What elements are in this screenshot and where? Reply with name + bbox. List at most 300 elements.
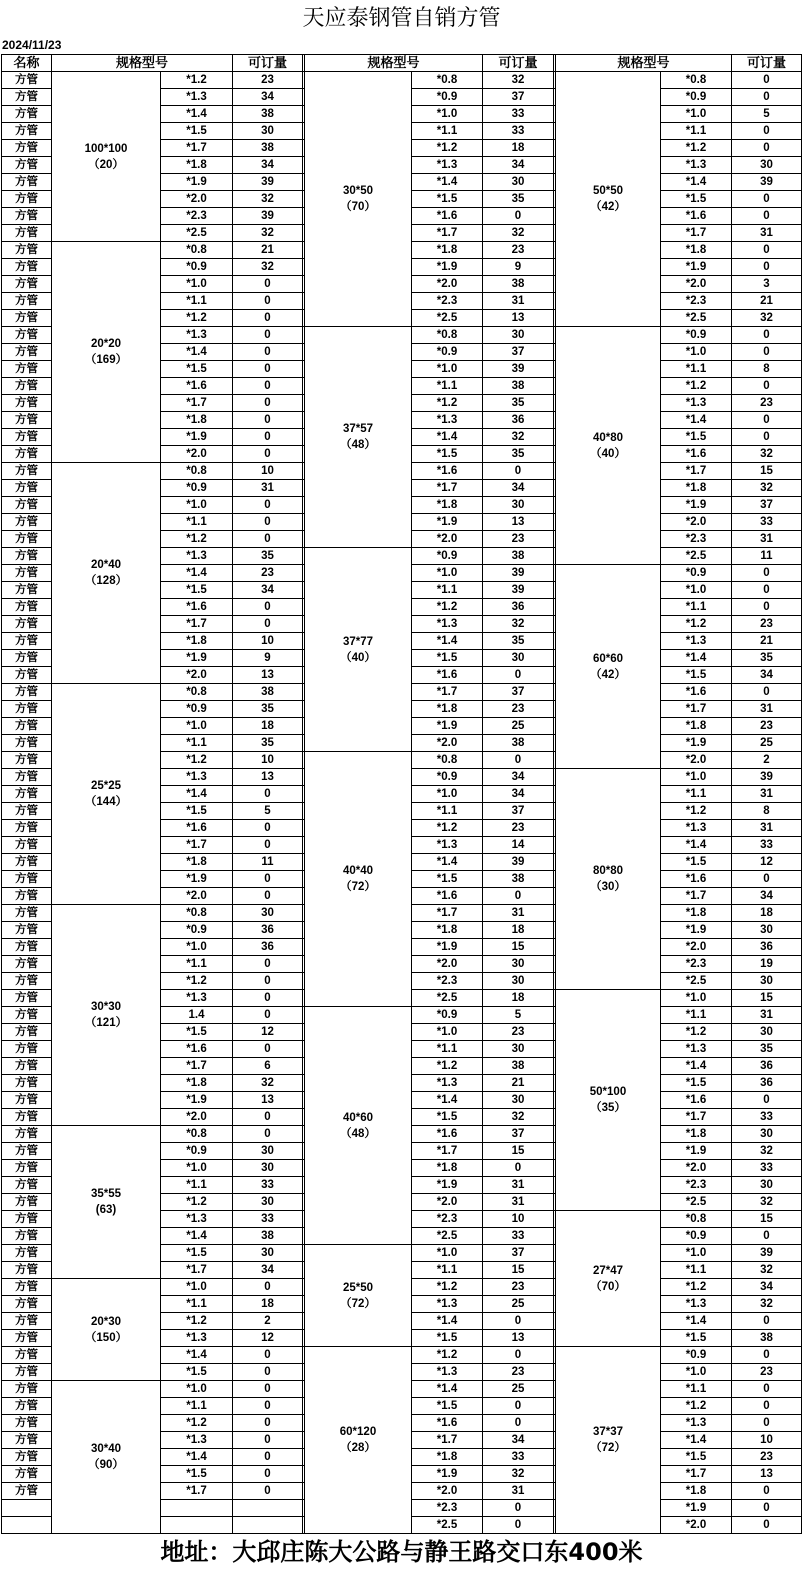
thickness-cell: *0.8 bbox=[412, 752, 483, 769]
column-gap bbox=[554, 191, 556, 208]
thickness-cell: *1.2 bbox=[412, 1347, 483, 1364]
column-gap bbox=[303, 140, 305, 157]
quantity-cell: 30 bbox=[233, 1194, 303, 1211]
thickness-cell: *1.4 bbox=[161, 1228, 233, 1245]
item-name-cell: 方管 bbox=[2, 1364, 52, 1381]
item-name-cell: 方管 bbox=[2, 1432, 52, 1449]
column-gap bbox=[554, 1262, 556, 1279]
column-gap bbox=[303, 106, 305, 123]
thickness-cell: *1.6 bbox=[412, 888, 483, 905]
quantity-cell: 0 bbox=[233, 276, 303, 293]
column-gap bbox=[554, 344, 556, 361]
spec-cell bbox=[52, 242, 161, 463]
quantity-cell: 33 bbox=[233, 1177, 303, 1194]
quantity-cell: 11 bbox=[233, 854, 303, 871]
thickness-cell: *2.0 bbox=[661, 514, 732, 531]
quantity-cell: 0 bbox=[233, 1041, 303, 1058]
spec-cell bbox=[556, 565, 661, 769]
spec-count: （144） bbox=[84, 796, 128, 808]
thickness-cell: *1.1 bbox=[661, 123, 732, 140]
quantity-cell: 0 bbox=[233, 1432, 303, 1449]
thickness-cell: *0.8 bbox=[412, 72, 483, 89]
column-gap bbox=[554, 1007, 556, 1024]
thickness-cell: *1.8 bbox=[412, 497, 483, 514]
thickness-cell: *1.1 bbox=[161, 1177, 233, 1194]
thickness-cell: *1.7 bbox=[661, 888, 732, 905]
quantity-cell: 36 bbox=[732, 1058, 802, 1075]
thickness-cell: *0.9 bbox=[161, 922, 233, 939]
quantity-cell: 34 bbox=[483, 480, 554, 497]
quantity-cell: 34 bbox=[483, 769, 554, 786]
quantity-cell: 0 bbox=[233, 429, 303, 446]
column-gap bbox=[303, 1466, 305, 1483]
spec-count: （40） bbox=[590, 447, 626, 460]
thickness-cell: *1.9 bbox=[661, 1500, 732, 1517]
quantity-cell: 0 bbox=[483, 1517, 554, 1534]
spec-size: 25*25 bbox=[90, 780, 122, 792]
thickness-cell: *1.5 bbox=[161, 1245, 233, 1262]
thickness-cell: *1.6 bbox=[661, 446, 732, 463]
report-date: 2024/11/23 bbox=[2, 38, 62, 52]
thickness-cell: *1.4 bbox=[161, 344, 233, 361]
item-name-cell: 方管 bbox=[2, 820, 52, 837]
column-gap bbox=[303, 344, 305, 361]
spec-count: （70） bbox=[590, 1280, 626, 1293]
quantity-cell: 31 bbox=[483, 1194, 554, 1211]
column-gap bbox=[303, 922, 305, 939]
quantity-cell: 10 bbox=[233, 752, 303, 769]
thickness-cell: *1.3 bbox=[161, 1211, 233, 1228]
thickness-cell: *1.7 bbox=[661, 463, 732, 480]
item-name-cell: 方管 bbox=[2, 1245, 52, 1262]
column-gap bbox=[303, 1500, 305, 1517]
quantity-cell: 37 bbox=[483, 684, 554, 701]
quantity-cell: 32 bbox=[483, 1109, 554, 1126]
quantity-cell: 35 bbox=[483, 633, 554, 650]
item-name-cell: 方管 bbox=[2, 1058, 52, 1075]
quantity-cell: 30 bbox=[233, 1160, 303, 1177]
thickness-cell: *1.3 bbox=[661, 157, 732, 174]
column-gap bbox=[554, 1330, 556, 1347]
quantity-cell: 37 bbox=[483, 89, 554, 106]
thickness-cell: *0.9 bbox=[412, 89, 483, 106]
quantity-cell: 23 bbox=[732, 1364, 802, 1381]
thickness-cell: *1.1 bbox=[661, 1262, 732, 1279]
thickness-cell: *1.3 bbox=[412, 412, 483, 429]
quantity-cell: 35 bbox=[233, 701, 303, 718]
quantity-cell: 0 bbox=[732, 871, 802, 888]
column-gap bbox=[554, 1143, 556, 1160]
item-name-cell: 方管 bbox=[2, 956, 52, 973]
quantity-cell: 15 bbox=[732, 463, 802, 480]
quantity-cell: 35 bbox=[732, 650, 802, 667]
quantity-cell: 0 bbox=[483, 463, 554, 480]
column-gap bbox=[554, 1483, 556, 1500]
quantity-cell: 0 bbox=[233, 310, 303, 327]
thickness-cell: *1.7 bbox=[161, 1058, 233, 1075]
quantity-cell: 23 bbox=[732, 718, 802, 735]
item-name-cell: 方管 bbox=[2, 463, 52, 480]
thickness-cell: *1.8 bbox=[661, 242, 732, 259]
column-gap bbox=[303, 1449, 305, 1466]
quantity-cell: 13 bbox=[233, 667, 303, 684]
quantity-cell: 0 bbox=[732, 684, 802, 701]
column-gap bbox=[554, 633, 556, 650]
item-name-cell: 方管 bbox=[2, 1262, 52, 1279]
quantity-cell: 0 bbox=[483, 1415, 554, 1432]
spec-size: 37*57 bbox=[342, 423, 374, 435]
spec-cell bbox=[52, 72, 161, 242]
column-gap bbox=[554, 429, 556, 446]
thickness-cell: *1.6 bbox=[161, 820, 233, 837]
column-gap bbox=[303, 1177, 305, 1194]
thickness-cell: *0.8 bbox=[161, 463, 233, 480]
spec-size: 25*50 bbox=[342, 1281, 374, 1294]
thickness-cell: *1.3 bbox=[161, 1330, 233, 1347]
quantity-cell: 0 bbox=[732, 140, 802, 157]
col-header-spec: 规格型号 bbox=[556, 55, 732, 72]
col-header-name: 名称 bbox=[2, 55, 52, 72]
thickness-cell: *1.1 bbox=[412, 803, 483, 820]
spec-cell bbox=[305, 1347, 412, 1534]
quantity-cell: 31 bbox=[483, 905, 554, 922]
column-gap bbox=[303, 667, 305, 684]
column-gap bbox=[554, 497, 556, 514]
item-name-cell: 方管 bbox=[2, 922, 52, 939]
quantity-cell: 19 bbox=[732, 956, 802, 973]
thickness-cell: *0.9 bbox=[661, 327, 732, 344]
quantity-cell: 38 bbox=[483, 548, 554, 565]
thickness-cell: *1.9 bbox=[661, 922, 732, 939]
quantity-cell: 31 bbox=[483, 1483, 554, 1500]
thickness-cell: *2.5 bbox=[661, 1194, 732, 1211]
quantity-cell: 0 bbox=[233, 412, 303, 429]
item-name-cell: 方管 bbox=[2, 1109, 52, 1126]
thickness-cell: *1.4 bbox=[412, 429, 483, 446]
thickness-cell: *1.0 bbox=[661, 1364, 732, 1381]
quantity-cell: 0 bbox=[233, 1466, 303, 1483]
column-gap bbox=[554, 1041, 556, 1058]
spec-size: 100*100 bbox=[84, 142, 128, 155]
thickness-cell: *1.7 bbox=[161, 1483, 233, 1500]
column-gap bbox=[303, 1143, 305, 1160]
item-name-cell: 方管 bbox=[2, 1313, 52, 1330]
quantity-cell: 8 bbox=[732, 803, 802, 820]
item-name-cell: 方管 bbox=[2, 939, 52, 956]
thickness-cell: *1.8 bbox=[412, 922, 483, 939]
thickness-cell: *1.9 bbox=[412, 1177, 483, 1194]
thickness-cell: *0.9 bbox=[412, 344, 483, 361]
thickness-cell: *1.3 bbox=[412, 1364, 483, 1381]
quantity-cell: 18 bbox=[233, 1296, 303, 1313]
quantity-cell: 37 bbox=[483, 1126, 554, 1143]
column-gap bbox=[303, 973, 305, 990]
quantity-cell: 30 bbox=[233, 123, 303, 140]
item-name-cell: 方管 bbox=[2, 225, 52, 242]
spec-size: 27*47 bbox=[592, 1264, 624, 1277]
column-gap bbox=[303, 1432, 305, 1449]
column-gap bbox=[303, 89, 305, 106]
quantity-cell: 13 bbox=[732, 1466, 802, 1483]
item-name-cell: 方管 bbox=[2, 480, 52, 497]
quantity-cell: 33 bbox=[233, 1211, 303, 1228]
thickness-cell: *1.0 bbox=[412, 1245, 483, 1262]
thickness-cell: *1.1 bbox=[161, 1398, 233, 1415]
quantity-cell: 18 bbox=[483, 922, 554, 939]
column-gap bbox=[554, 140, 556, 157]
quantity-cell: 5 bbox=[483, 1007, 554, 1024]
item-name-cell: 方管 bbox=[2, 293, 52, 310]
quantity-cell: 0 bbox=[483, 1313, 554, 1330]
quantity-cell: 23 bbox=[483, 1364, 554, 1381]
column-gap bbox=[554, 1517, 556, 1534]
col-header-qty: 可订量 bbox=[732, 55, 802, 72]
thickness-cell: *2.5 bbox=[661, 310, 732, 327]
thickness-cell: *1.5 bbox=[661, 854, 732, 871]
quantity-cell: 33 bbox=[483, 106, 554, 123]
quantity-cell: 32 bbox=[732, 1143, 802, 1160]
thickness-cell: *2.0 bbox=[661, 752, 732, 769]
column-gap bbox=[303, 1058, 305, 1075]
thickness-cell: *1.8 bbox=[661, 480, 732, 497]
item-name-cell: 方管 bbox=[2, 854, 52, 871]
column-gap bbox=[554, 922, 556, 939]
quantity-cell: 34 bbox=[233, 582, 303, 599]
quantity-cell: 0 bbox=[233, 531, 303, 548]
column-gap bbox=[554, 582, 556, 599]
item-name-cell: 方管 bbox=[2, 174, 52, 191]
spec-count: （28） bbox=[340, 1442, 376, 1454]
thickness-cell: *2.3 bbox=[412, 293, 483, 310]
spec-size: 37*77 bbox=[342, 635, 374, 648]
spec-cell bbox=[52, 1381, 161, 1534]
quantity-cell: 0 bbox=[233, 1449, 303, 1466]
quantity-cell: 30 bbox=[732, 973, 802, 990]
thickness-cell: *1.0 bbox=[412, 361, 483, 378]
column-gap bbox=[303, 1075, 305, 1092]
quantity-cell: 31 bbox=[483, 1177, 554, 1194]
item-name-cell: 方管 bbox=[2, 106, 52, 123]
column-gap bbox=[554, 905, 556, 922]
thickness-cell: *2.3 bbox=[661, 531, 732, 548]
col-header-spec: 规格型号 bbox=[305, 55, 483, 72]
thickness-cell: *1.7 bbox=[412, 1432, 483, 1449]
thickness-cell: *1.0 bbox=[161, 718, 233, 735]
thickness-cell: *1.9 bbox=[412, 1466, 483, 1483]
quantity-cell: 0 bbox=[233, 1347, 303, 1364]
spec-cell bbox=[556, 990, 661, 1211]
thickness-cell: *0.9 bbox=[161, 480, 233, 497]
thickness-cell: *1.6 bbox=[412, 667, 483, 684]
column-gap bbox=[303, 276, 305, 293]
quantity-cell: 21 bbox=[233, 242, 303, 259]
thickness-cell: *1.1 bbox=[661, 361, 732, 378]
item-name-cell: 方管 bbox=[2, 582, 52, 599]
thickness-cell: *1.6 bbox=[661, 1092, 732, 1109]
thickness-cell: *1.5 bbox=[661, 667, 732, 684]
quantity-cell: 0 bbox=[233, 1483, 303, 1500]
thickness-cell: *1.7 bbox=[661, 225, 732, 242]
thickness-cell: *1.0 bbox=[161, 1279, 233, 1296]
quantity-cell: 0 bbox=[732, 259, 802, 276]
thickness-cell: *0.9 bbox=[661, 1347, 732, 1364]
quantity-cell: 9 bbox=[233, 650, 303, 667]
quantity-cell: 13 bbox=[483, 1330, 554, 1347]
column-gap bbox=[303, 1092, 305, 1109]
thickness-cell: *1.3 bbox=[661, 395, 732, 412]
column-gap bbox=[554, 480, 556, 497]
quantity-cell: 0 bbox=[233, 837, 303, 854]
item-name-cell: 方管 bbox=[2, 667, 52, 684]
quantity-cell: 38 bbox=[483, 871, 554, 888]
thickness-cell: *1.1 bbox=[161, 735, 233, 752]
column-gap bbox=[554, 106, 556, 123]
table-row bbox=[2, 72, 802, 89]
column-gap bbox=[554, 1398, 556, 1415]
quantity-cell: 0 bbox=[483, 752, 554, 769]
spec-size: 60*60 bbox=[592, 652, 624, 665]
thickness-cell: *1.5 bbox=[661, 191, 732, 208]
quantity-cell: 0 bbox=[233, 1398, 303, 1415]
spec-count: （35） bbox=[590, 1102, 626, 1114]
thickness-cell: *0.9 bbox=[661, 1228, 732, 1245]
quantity-cell: 32 bbox=[483, 1466, 554, 1483]
item-name-cell: 方管 bbox=[2, 378, 52, 395]
quantity-cell: 30 bbox=[483, 973, 554, 990]
quantity-cell: 0 bbox=[233, 1364, 303, 1381]
quantity-cell: 34 bbox=[732, 667, 802, 684]
quantity-cell: 31 bbox=[732, 820, 802, 837]
quantity-cell: 35 bbox=[233, 735, 303, 752]
column-gap bbox=[303, 1024, 305, 1041]
quantity-cell: 25 bbox=[732, 735, 802, 752]
column-gap bbox=[554, 1449, 556, 1466]
quantity-cell: 15 bbox=[483, 1143, 554, 1160]
quantity-cell: 11 bbox=[732, 548, 802, 565]
quantity-cell: 37 bbox=[483, 1245, 554, 1262]
item-name-cell: 方管 bbox=[2, 888, 52, 905]
spec-cell bbox=[305, 548, 412, 752]
quantity-cell: 0 bbox=[233, 616, 303, 633]
thickness-cell: *1.0 bbox=[412, 565, 483, 582]
quantity-cell: 0 bbox=[732, 123, 802, 140]
quantity-cell: 36 bbox=[483, 599, 554, 616]
item-name-cell: 方管 bbox=[2, 157, 52, 174]
thickness-cell: *2.0 bbox=[661, 939, 732, 956]
quantity-cell: 36 bbox=[732, 939, 802, 956]
quantity-cell: 0 bbox=[483, 1347, 554, 1364]
spec-cell bbox=[52, 1279, 161, 1381]
item-name-cell: 方管 bbox=[2, 718, 52, 735]
col-header-qty: 可订量 bbox=[483, 55, 554, 72]
thickness-cell: *1.8 bbox=[161, 854, 233, 871]
item-name-cell: 方管 bbox=[2, 803, 52, 820]
column-gap bbox=[554, 463, 556, 480]
quantity-cell: 32 bbox=[732, 1296, 802, 1313]
quantity-cell: 0 bbox=[732, 1398, 802, 1415]
item-name-cell: 方管 bbox=[2, 1194, 52, 1211]
column-gap bbox=[303, 1160, 305, 1177]
quantity-cell: 30 bbox=[732, 1126, 802, 1143]
quantity-cell: 38 bbox=[233, 140, 303, 157]
item-name-cell: 方管 bbox=[2, 548, 52, 565]
thickness-cell: *0.8 bbox=[161, 905, 233, 922]
column-gap bbox=[554, 616, 556, 633]
thickness-cell: *1.0 bbox=[412, 106, 483, 123]
thickness-cell: *0.8 bbox=[661, 1211, 732, 1228]
column-gap bbox=[554, 1092, 556, 1109]
thickness-cell: *2.0 bbox=[161, 1109, 233, 1126]
thickness-cell: *1.4 bbox=[412, 174, 483, 191]
thickness-cell: *0.8 bbox=[661, 72, 732, 89]
quantity-cell: 0 bbox=[233, 344, 303, 361]
thickness-cell: *1.4 bbox=[661, 1058, 732, 1075]
quantity-cell: 32 bbox=[732, 480, 802, 497]
quantity-cell: 38 bbox=[233, 106, 303, 123]
thickness-cell: *1.3 bbox=[161, 89, 233, 106]
item-name-cell: 方管 bbox=[2, 1483, 52, 1500]
quantity-cell: 6 bbox=[233, 1058, 303, 1075]
thickness-cell: *1.2 bbox=[412, 140, 483, 157]
column-gap bbox=[303, 735, 305, 752]
thickness-cell: *1.3 bbox=[161, 327, 233, 344]
column-gap bbox=[303, 582, 305, 599]
thickness-cell: *2.3 bbox=[661, 293, 732, 310]
thickness-cell: *1.0 bbox=[161, 939, 233, 956]
column-gap bbox=[303, 174, 305, 191]
page-title: 天应泰钢管自销方管 bbox=[302, 6, 501, 31]
item-name-cell: 方管 bbox=[2, 837, 52, 854]
spec-size: 50*50 bbox=[592, 185, 624, 197]
thickness-cell: *1.0 bbox=[412, 786, 483, 803]
item-name-cell: 方管 bbox=[2, 735, 52, 752]
quantity-cell: 0 bbox=[233, 1279, 303, 1296]
quantity-cell: 21 bbox=[483, 1075, 554, 1092]
quantity-cell: 32 bbox=[483, 225, 554, 242]
quantity-cell: 32 bbox=[483, 616, 554, 633]
spec-size: 20*20 bbox=[90, 338, 122, 350]
thickness-cell: *1.7 bbox=[412, 225, 483, 242]
quantity-cell: 30 bbox=[483, 327, 554, 344]
thickness-cell: *2.5 bbox=[412, 310, 483, 327]
thickness-cell: *1.2 bbox=[161, 973, 233, 990]
quantity-cell: 0 bbox=[483, 667, 554, 684]
quantity-cell: 34 bbox=[233, 1262, 303, 1279]
quantity-cell: 30 bbox=[732, 1024, 802, 1041]
thickness-cell: *1.2 bbox=[161, 752, 233, 769]
item-name-cell: 方管 bbox=[2, 871, 52, 888]
item-name-cell: 方管 bbox=[2, 650, 52, 667]
spec-size: 60*120 bbox=[339, 1426, 377, 1438]
thickness-cell: *1.4 bbox=[412, 1092, 483, 1109]
thickness-cell: *2.0 bbox=[661, 276, 732, 293]
quantity-cell: 0 bbox=[233, 1381, 303, 1398]
thickness-cell: *1.1 bbox=[161, 514, 233, 531]
quantity-cell: 39 bbox=[483, 854, 554, 871]
quantity-cell: 25 bbox=[483, 1381, 554, 1398]
thickness-cell: *1.5 bbox=[161, 1364, 233, 1381]
item-name-cell: 方管 bbox=[2, 599, 52, 616]
quantity-cell: 30 bbox=[732, 1177, 802, 1194]
item-name-cell: 方管 bbox=[2, 1126, 52, 1143]
column-gap bbox=[303, 786, 305, 803]
spec-count: (63) bbox=[95, 1204, 117, 1216]
column-gap bbox=[303, 259, 305, 276]
quantity-cell: 9 bbox=[483, 259, 554, 276]
column-gap bbox=[303, 242, 305, 259]
quantity-cell: 23 bbox=[233, 72, 303, 89]
item-name-cell: 方管 bbox=[2, 1041, 52, 1058]
